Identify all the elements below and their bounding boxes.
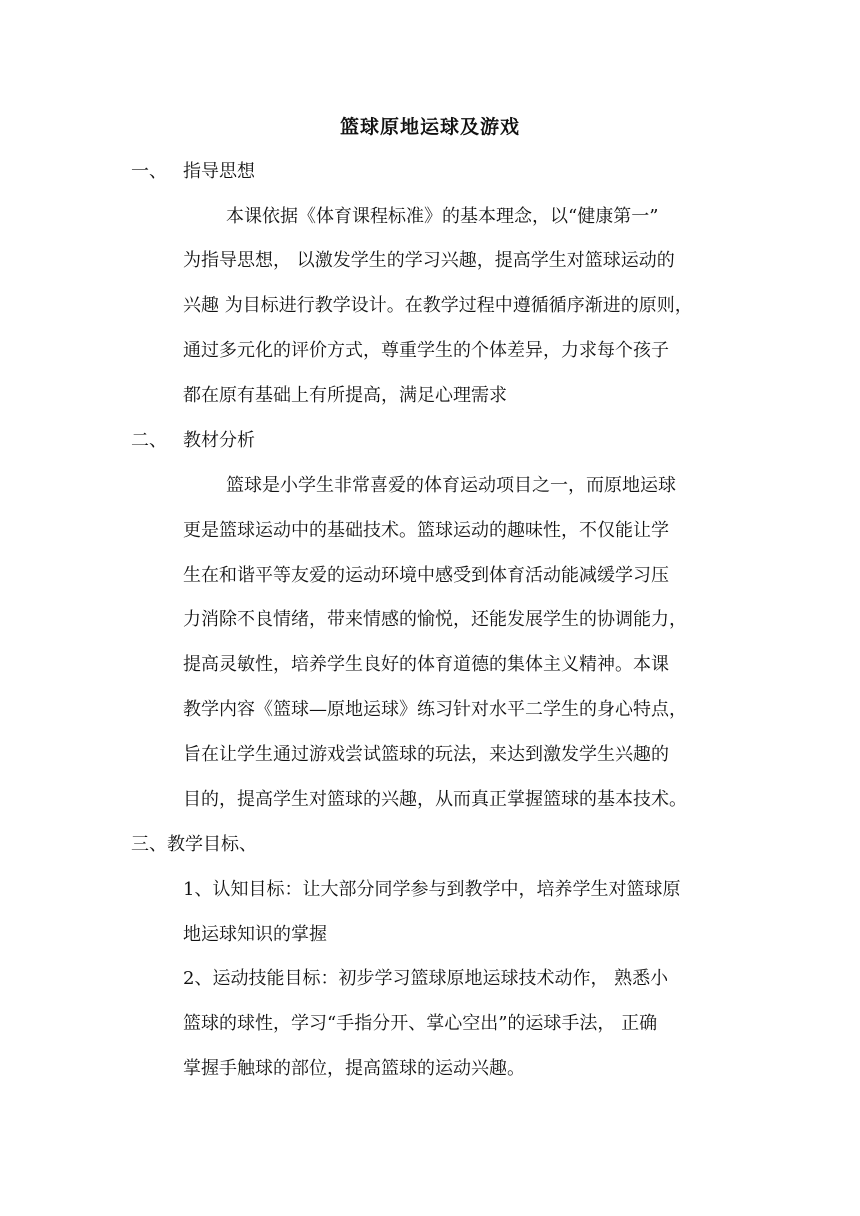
section-heading-1 xyxy=(131,157,255,187)
paragraph-line: 2、运动技能目标：初步学习篮球原地运球技术动作， 熟悉小 xyxy=(183,968,669,989)
section-title: 教材分析 xyxy=(183,430,255,451)
paragraph-line: 本课依据《体育课程标准》的基本理念，以“健康第一” xyxy=(226,206,659,227)
paragraph-line: 目的，提高学生对篮球的兴趣，从而真正掌握篮球的基本技术。 xyxy=(183,789,687,810)
paragraph-line: 提高灵敏性，培养学生良好的体育道德的集体主义精神。本课 xyxy=(183,654,669,675)
paragraph-line: 地运球知识的掌握 xyxy=(183,924,327,945)
section-number: 二、 xyxy=(131,430,167,451)
paragraph-line: 1、认知目标：让大部分同学参与到教学中，培养学生对篮球原 xyxy=(183,879,681,900)
section-number: 一、 xyxy=(131,161,167,182)
paragraph-line: 都在原有基础上有所提高，满足心理需求 xyxy=(183,385,507,406)
paragraph-line: 旨在让学生通过游戏尝试篮球的玩法，来达到激发学生兴趣的 xyxy=(183,744,669,765)
paragraph-line: 力消除不良情绪，带来情感的愉悦，还能发展学生的协调能力， xyxy=(183,609,687,630)
paragraph-line: 篮球是小学生非常喜爱的体育运动项目之一，而原地运球 xyxy=(226,475,676,496)
section-heading-3: 三、教学目标、 xyxy=(131,834,257,855)
paragraph-line: 篮球的球性，学习“手指分开、掌心空出”的运球手法， 正确 xyxy=(183,1013,658,1034)
paragraph-line: 兴趣 为目标进行教学设计。在教学过程中遵循循序渐进的原则， xyxy=(183,295,693,316)
paragraph-line: 为指导思想， 以激发学生的学习兴趣，提高学生对篮球运动的 xyxy=(183,250,675,271)
paragraph-line: 通过多元化的评价方式，尊重学生的个体差异，力求每个孩子 xyxy=(183,340,669,361)
paragraph-line: 掌握手触球的部位，提高篮球的运动兴趣。 xyxy=(183,1058,525,1079)
document-title: 篮球原地运球及游戏 xyxy=(339,116,520,138)
section-heading-2 xyxy=(131,426,255,456)
paragraph-line: 更是篮球运动中的基础技术。篮球运动的趣味性，不仅能让学 xyxy=(183,520,669,541)
section-title: 指导思想 xyxy=(183,161,255,182)
paragraph-line: 教学内容《篮球—原地运球》练习针对水平二学生的身心特点， xyxy=(183,699,687,720)
paragraph-line: 生在和谐平等友爱的运动环境中感受到体育活动能减缓学习压 xyxy=(183,565,669,586)
